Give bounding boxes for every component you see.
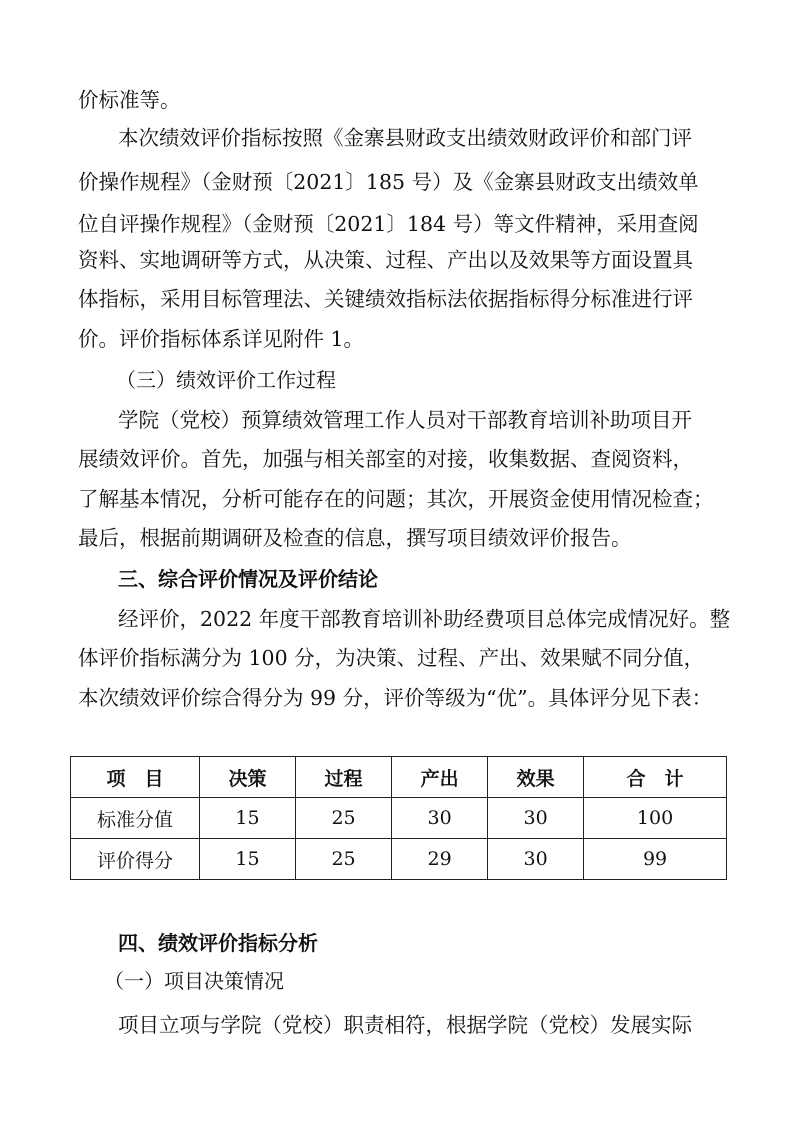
table-cell: 15 [200,798,296,839]
paragraph-line: 学院（党校）预算绩效管理工作人员对干部教育培训补助项目开 [118,408,692,432]
paragraph-line: 展绩效评价。首先，加强与相关部室的对接，收集数据、查阅资料， [78,447,693,471]
header-cell: 决策 [200,757,296,798]
paragraph-line: 体评价指标满分为 100 分，为决策、过程、产出、效果赋不同分值， [78,646,705,670]
table-cell: 30 [488,798,584,839]
table-cell: 30 [488,839,584,880]
paragraph-line: 价操作规程》（金财预〔2021〕185 号）及《金寨县财政支出绩效单 [78,170,699,194]
table-cell: 25 [296,839,392,880]
paragraph-line: 最后，根据前期调研及检查的信息，撰写项目绩效评价报告。 [78,526,632,550]
header-cell: 产出 [392,757,488,798]
header-cell: 项 目 [71,757,200,798]
section-heading: 三、综合评价情况及评价结论 [118,567,378,591]
header-cell: 合 计 [584,757,727,798]
table-cell: 30 [392,798,488,839]
table-cell: 标准分值 [71,798,200,839]
table-cell: 99 [584,839,727,880]
table-cell: 25 [296,798,392,839]
paragraph-line: 经评价，2022 年度干部教育培训补助经费项目总体完成情况好。整 [118,607,731,631]
table-cell: 29 [392,839,488,880]
section-subheading: （三）绩效评价工作过程 [116,368,336,392]
paragraph-line: 本次绩效评价综合得分为 99 分，评价等级为“优”。具体评分见下表： [78,686,713,710]
score-table [70,756,727,880]
paragraph-line: 价标准等。 [78,88,181,112]
header-cell: 过程 [296,757,392,798]
header-cell: 效果 [488,757,584,798]
paragraph-line: 位自评操作规程》（金财预〔2021〕184 号）等文件精神，采用查阅 [78,212,699,236]
paragraph-line: 项目立项与学院（党校）职责相符，根据学院（党校）发展实际 [118,1013,692,1037]
paragraph-line: 了解基本情况，分析可能存在的问题；其次，开展资金使用情况检查； [78,487,714,511]
table-cell: 评价得分 [71,839,200,880]
table-header-row [71,757,727,798]
paragraph-line: 本次绩效评价指标按照《金寨县财政支出绩效财政评价和部门评 [118,126,692,150]
table-row [71,798,727,839]
section-subheading: （一）项目决策情况 [104,969,284,993]
paragraph-line: 价。评价指标体系详见附件 1。 [78,327,365,351]
table-cell: 15 [200,839,296,880]
paragraph-line: 体指标，采用目标管理法、关键绩效指标法依据指标得分标准进行评 [78,287,693,311]
paragraph-line: 资料、实地调研等方式，从决策、过程、产出以及效果等方面设置具 [78,248,693,272]
table-row [71,839,727,880]
section-heading: 四、绩效评价指标分析 [118,931,318,955]
table-cell: 100 [584,798,727,839]
